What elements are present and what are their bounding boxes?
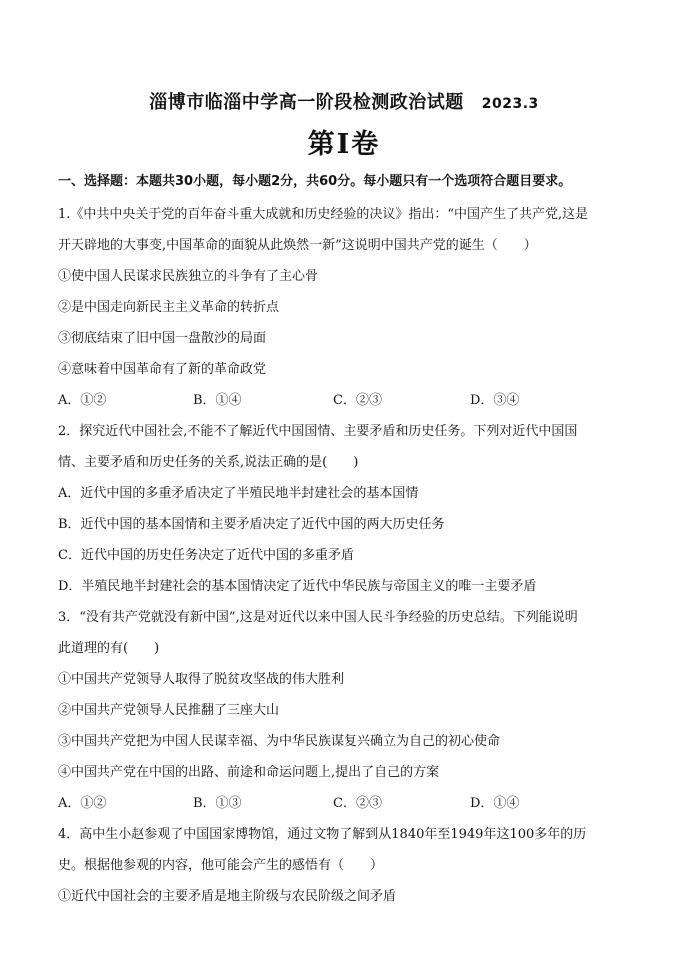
exam-date: 2023.3 (481, 96, 539, 112)
q1-item-4: ④意味着中国革命有了新的革命政党 (58, 362, 267, 377)
volume-heading: 第Ⅰ卷 (307, 129, 381, 160)
q1-item-3: ③彻底结束了旧中国一盘散沙的局面 (58, 331, 267, 346)
q3-stem-line2: 此道理的有( ) (58, 641, 160, 656)
q4-stem-line1: 4．高中生小赵参观了中国国家博物馆，通过文物了解到从1840年至1949年这100多年的历 (58, 827, 587, 842)
q4-item-1: ①近代中国社会的主要矛盾是地主阶级与农民阶级之间矛盾 (58, 889, 397, 904)
q3-option-d: D．①④ (470, 796, 520, 811)
q3-item-4: ④中国共产党在中国的出路、前途和命运问题上,提出了自己的方案 (58, 765, 440, 780)
q3-option-a: A．①② (58, 796, 107, 811)
q3-stem-line1: 3．“没有共产党就没有新中国”,这是对近代以来中国人民斗争经验的历史总结。下列能说明 (58, 610, 578, 625)
q3-option-b: B．①③ (193, 796, 242, 811)
q3-item-2: ②中国共产党领导人民推翻了三座大山 (58, 703, 280, 718)
q1-item-1: ①使中国人民谋求民族独立的斗争有了主心骨 (58, 269, 319, 284)
q1-stem-line2: 开天辟地的大事变,中国革命的面貌从此焕然一新”这说明中国共产党的诞生（ ） (58, 238, 537, 253)
q1-option-a: A．①② (58, 393, 107, 408)
q1-item-2: ②是中国走向新民主主义革命的转折点 (58, 300, 280, 315)
q2-choice-c: C．近代中国的历史任务决定了近代中国的多重矛盾 (58, 548, 354, 563)
q2-stem-line2: 情、主要矛盾和历史任务的关系,说法正确的是( ) (58, 455, 359, 470)
q1-option-b: B．①④ (193, 393, 242, 408)
q1-option-d: D．③④ (470, 393, 520, 408)
q3-item-1: ①中国共产党领导人取得了脱贫攻坚战的伟大胜利 (58, 672, 345, 687)
exam-title-text: 淄博市临淄中学高一阶段检测政治试题 (149, 92, 464, 113)
section-heading: 一、选择题：本题共30小题，每小题2分，共60分。每小题只有一个选项符合题目要求。 (58, 174, 572, 189)
q1-option-c: C．②③ (333, 393, 382, 408)
q2-choice-d: D．半殖民地半封建社会的基本国情决定了近代中华民族与帝国主义的唯一主要矛盾 (58, 579, 537, 594)
q2-stem-line1: 2．探究近代中国社会,不能不了解近代中国国情、主要矛盾和历史任务。下列对近代中国国 (58, 424, 578, 439)
q4-stem-line2: 史。根据他参观的内容，他可能会产生的感悟有（ ） (58, 858, 384, 873)
q2-choice-b: B．近代中国的基本国情和主要矛盾决定了近代中国的两大历史任务 (58, 517, 445, 532)
q2-choice-a: A．近代中国的多重矛盾决定了半殖民地半封建社会的基本国情 (58, 486, 419, 501)
q1-stem-line1: 1.《中共中央关于党的百年奋斗重大成就和历史经验的决议》指出：“中国产生了共产党,这是 (58, 207, 589, 222)
q3-option-c: C．②③ (333, 796, 382, 811)
q3-item-3: ③中国共产党把为中国人民谋幸福、为中华民族谋复兴确立为自己的初心使命 (58, 734, 501, 749)
exam-title (0, 88, 688, 114)
